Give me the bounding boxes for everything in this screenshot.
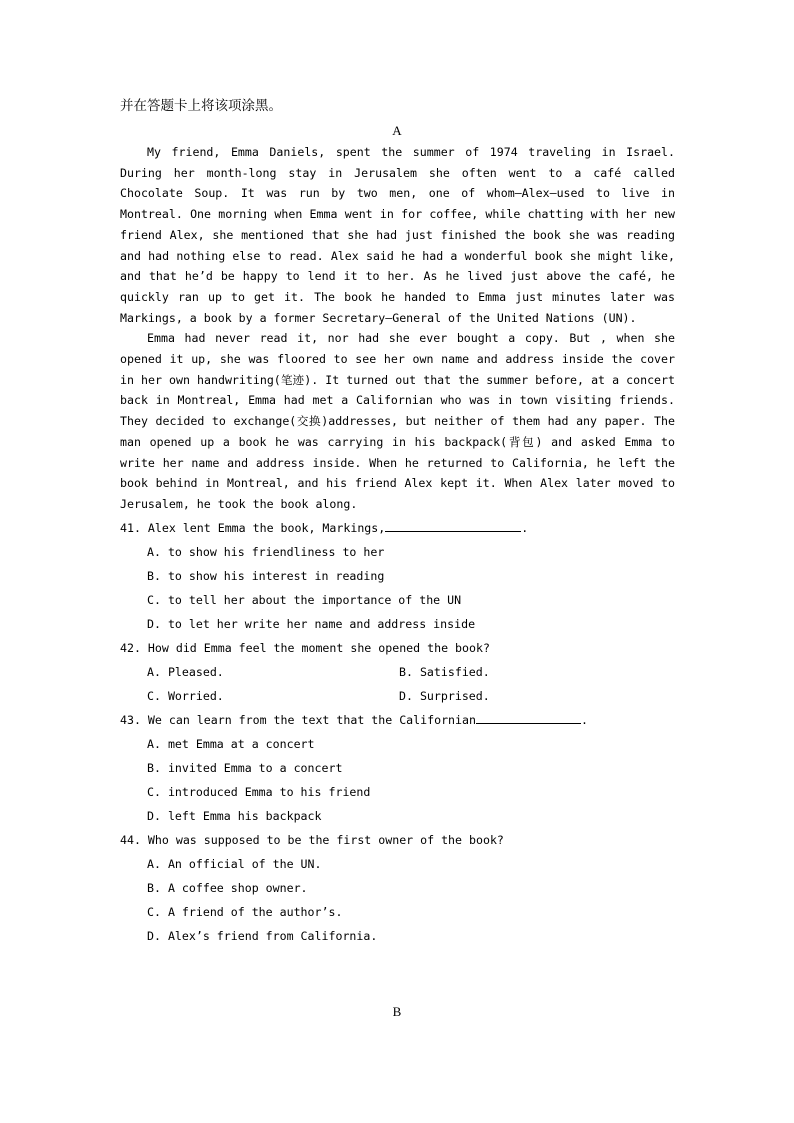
instruction-text: 并在答题卡上将该项涂黑。 xyxy=(120,98,282,114)
passage-paragraph: My friend, Emma Daniels, spent the summer of 1974 traveling in Israel. During her month-long stay in Jerusalem she often went to a café called Chocolate Soup. It was run by two men, one of whom—Alex—used to live in Montreal. One morning when Emma went in for coffee, while chatting with her new friend Alex, she mentioned that she had just finished the book she was reading and had nothing else to read. Alex said he had a wonderful book she might like, and that he’d be happy to lend it to her. As he lived just above the café, he quickly ran up to get it. The book he handed to Emma just minutes later was Markings, a book by a former Secretary—General of the United Nations (UN). xyxy=(120,145,675,325)
option-43-b: B. invited Emma to a concert xyxy=(147,761,343,775)
option-44-d: D. Alex’s friend from California. xyxy=(147,929,378,943)
option-41-b: B. to show his interest in reading xyxy=(147,569,385,583)
question-41: 41. Alex lent Emma the book, Markings, . xyxy=(120,516,680,540)
option-44-a: A. An official of the UN. xyxy=(147,857,322,871)
option-41-c: C. to tell her about the importance of the UN xyxy=(147,593,462,607)
option-42-c: C. Worried. xyxy=(147,689,224,703)
passage-paragraph: Emma had never read it, nor had she ever bought a copy. But , when she opened it up, she was floored to see her own name and address inside the cover in her own handwriting(笔迹). It turned out that the summer before, at a concert back in Montreal, Emma had met a Californian who was in town visiting friends. They decided to exchange(交换)addresses, but neither of them had any paper. The man opened up a book he was carrying in his backpack(背包) and asked Emma to write her name and address inside. When he returned to California, he left the book behind in Montreal, and his friend Alex kept it. When Alex later moved to Jerusalem, he took the book along. xyxy=(120,331,675,511)
option-row xyxy=(120,684,680,708)
option-43-d: D. left Emma his backpack xyxy=(147,809,322,823)
reading-passage xyxy=(120,142,675,515)
question-43: 43. We can learn from the text that the Californian . xyxy=(120,708,680,732)
option-43-a: A. met Emma at a concert xyxy=(147,737,315,751)
section-heading-a: A xyxy=(392,123,402,138)
question-42: 42. How did Emma feel the moment she opened the book? xyxy=(120,641,490,655)
option-41-d: D. to let her write her name and address inside xyxy=(147,617,476,631)
question-stem: 41. Alex lent Emma the book, Markings, xyxy=(120,521,386,535)
option-row xyxy=(120,660,680,684)
question-stem: 43. We can learn from the text that the Californian xyxy=(120,713,476,727)
answer-blank xyxy=(385,518,521,532)
option-42-d: D. Surprised. xyxy=(399,689,490,703)
option-42-a: A. Pleased. xyxy=(147,665,224,679)
option-43-c: C. introduced Emma to his friend xyxy=(147,785,371,799)
option-44-b: B. A coffee shop owner. xyxy=(147,881,308,895)
option-44-c: C. A friend of the author’s. xyxy=(147,905,343,919)
option-42-b: B. Satisfied. xyxy=(399,665,490,679)
question-list xyxy=(120,516,680,948)
option-41-a: A. to show his friendliness to her xyxy=(147,545,385,559)
section-heading-b: B xyxy=(392,1004,402,1019)
answer-blank xyxy=(476,710,581,724)
question-44: 44. Who was supposed to be the first owner of the book? xyxy=(120,833,504,847)
